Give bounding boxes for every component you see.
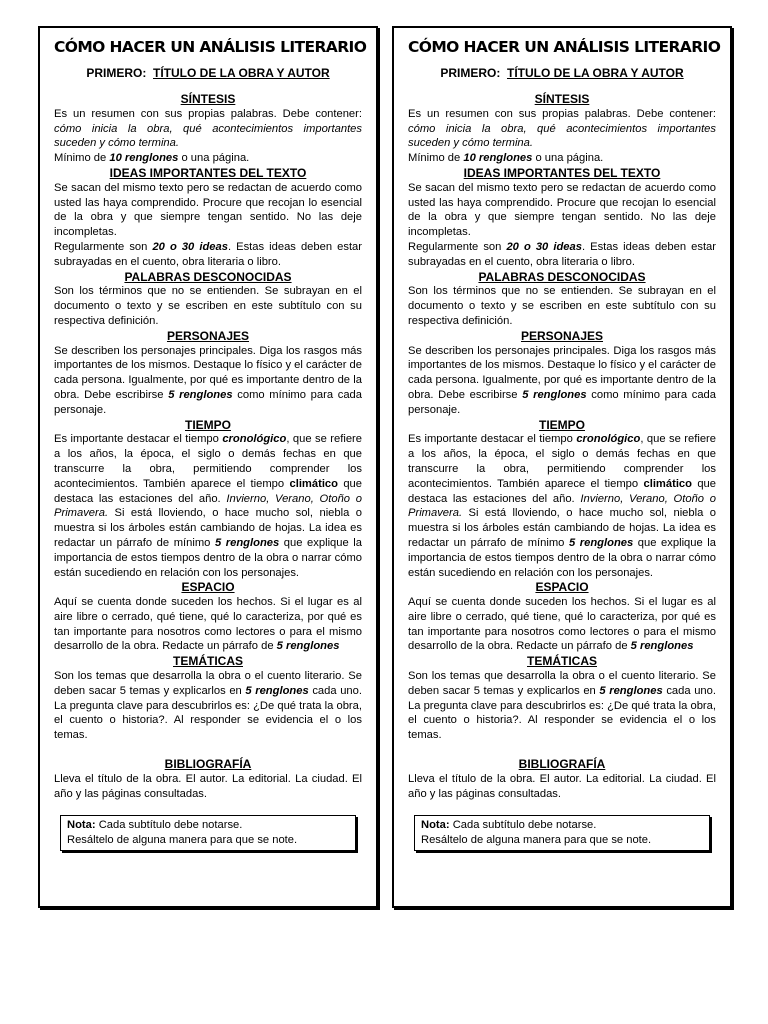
sintesis-text: Es un resumen con sus propias palabras. Debe contener: cómo inicia la obra, qué acontecimientos importantes suceden y cómo termina. [54, 107, 362, 150]
note-line1: Cada subtítulo debe notarse. [95, 819, 243, 832]
ideas-text: Se sacan del mismo texto pero se redactan de acuerdo como usted las haya comprendido. Procure que recojan lo esencial de la obra y que siempre tengan sentido. No las deje incompletas. [408, 181, 716, 239]
guide-card-right [392, 26, 732, 908]
sintesis-heading: SÍNTESIS [534, 92, 590, 106]
ideas-heading: IDEAS IMPORTANTES DEL TEXTO [109, 165, 307, 180]
sintesis-minimum: Mínimo de 10 renglones o una página. [54, 152, 250, 165]
first-value: TÍTULO DE LA OBRA Y AUTOR [153, 66, 330, 80]
personajes-heading: PERSONAJES [520, 328, 604, 343]
note-line2: Resáltelo de alguna manera para que se note. [421, 834, 652, 847]
ideas-heading: IDEAS IMPORTANTES DEL TEXTO [463, 165, 661, 180]
note-box [414, 815, 710, 851]
tematicas-heading: TEMÁTICAS [527, 654, 597, 669]
tiempo-heading: TIEMPO [184, 417, 231, 432]
first-label: PRIMERO: [440, 66, 501, 80]
note-line2: Resáltelo de alguna manera para que se note. [67, 834, 298, 847]
tiempo-text: Es importante destacar el tiempo cronológico, que se refiere a los años, la época, el siglo o demás fechas en que transcurre la obra, permitiendo comprender los acontecimientos. También aparece el tiempo climático que destaca las estaciones del año. Invierno, Verano, Otoño o Primavera. Si está lloviendo, o hace mucho sol, niebla o muestra si los árboles están cambiando de hojas. La idea es redactar un párrafo de mínimo 5 renglones que explique la importancia de estos tiempos dentro de la obra o narrar cómo están sucediendo en relación con los personajes. [54, 433, 363, 579]
note-label: Nota: [67, 819, 96, 832]
bibliografia-heading: BIBLIOGRAFÍA [518, 757, 606, 772]
espacio-text: Aquí se cuenta donde suceden los hechos. Si el lugar es al aire libre o cerrado, qué tiene, qué lo caracteriza, por qué es tan importante para nosotros como lectores o para el mismo desarrollo de la obra. Redacte un párrafo de 5 renglones [408, 596, 716, 653]
espacio-heading: ESPACIO [181, 580, 235, 595]
palabras-text: Son los términos que no se entienden. Se subrayan en el documento o texto y se escriben en este subtítulo con su respectiva definición. [54, 285, 362, 327]
first-label: PRIMERO: [86, 66, 147, 80]
tematicas-heading: TEMÁTICAS [173, 654, 243, 669]
personajes-text: Se describen los personajes principales. Diga los rasgos más importantes de los mismos. Destaque lo físico y el carácter de cada persona. Igualmente, por qué es importante dentro de la obra. Debe escribirse 5 renglones como mínimo para cada personaje. [408, 344, 716, 416]
note-label: Nota: [421, 819, 450, 832]
first-value: TÍTULO DE LA OBRA Y AUTOR [507, 66, 684, 80]
sintesis-heading: SÍNTESIS [180, 92, 236, 106]
personajes-text: Se describen los personajes principales. Diga los rasgos más importantes de los mismos. Destaque lo físico y el carácter de cada persona. Igualmente, por qué es importante dentro de la obra. Debe escribirse 5 renglones como mínimo para cada personaje. [54, 344, 362, 416]
first-line [408, 66, 716, 80]
ideas-count: Regularmente son 20 o 30 ideas. Estas ideas deben estar subrayadas en el cuento, obra literaria o libro. [54, 240, 363, 268]
bibliografia-heading: BIBLIOGRAFÍA [164, 757, 252, 772]
tematicas-text: Son los temas que desarrolla la obra o el cuento literario. Se deben sacar 5 temas y explicarlos en 5 renglones cada uno. La pregunta clave para descubrirlos es: ¿De qué trata la obra, el cuento o historia?. Al responder se evidencia el o los temas. [54, 670, 362, 742]
sintesis-text: Es un resumen con sus propias palabras. Debe contener: cómo inicia la obra, qué acontecimientos importantes suceden y cómo termina. [408, 107, 716, 150]
ideas-text: Se sacan del mismo texto pero se redactan de acuerdo como usted las haya comprendido. Procure que recojan lo esencial de la obra y que siempre tengan sentido. No las deje incompletas. [54, 181, 362, 239]
tiempo-text: Es importante destacar el tiempo cronológico, que se refiere a los años, la época, el siglo o demás fechas en que transcurre la obra, permitiendo comprender los acontecimientos. También aparece el tiempo climático que destaca las estaciones del año. Invierno, Verano, Otoño o Primavera. Si está lloviendo, o hace mucho sol, niebla o muestra si los árboles están cambiando de hojas. La idea es redactar un párrafo de mínimo 5 renglones que explique la importancia de estos tiempos dentro de la obra o narrar cómo están sucediendo en relación con los personajes. [408, 433, 717, 579]
bibliografia-text: Lleva el título de la obra. El autor. La editorial. La ciudad. El año y las páginas consultadas. [408, 772, 716, 800]
tematicas-text: Son los temas que desarrolla la obra o el cuento literario. Se deben sacar 5 temas y explicarlos en 5 renglones cada uno. La pregunta clave para descubrirlos es: ¿De qué trata la obra, el cuento o historia?. Al responder se evidencia el o los temas. [408, 670, 716, 742]
note-box [60, 815, 356, 851]
palabras-heading: PALABRAS DESCONOCIDAS [124, 269, 292, 284]
espacio-heading: ESPACIO [535, 580, 589, 595]
note-line1: Cada subtítulo debe notarse. [449, 819, 597, 832]
espacio-text: Aquí se cuenta donde suceden los hechos. Si el lugar es al aire libre o cerrado, qué tiene, qué lo caracteriza, por qué es tan importante para nosotros como lectores o para el mismo desarrollo de la obra. Redacte un párrafo de 5 renglones [54, 596, 362, 653]
sintesis-minimum: Mínimo de 10 renglones o una página. [408, 152, 604, 165]
tiempo-heading: TIEMPO [538, 417, 585, 432]
first-line [54, 66, 362, 80]
guide-card-left [38, 26, 378, 908]
guide-title: CÓMO HACER UN ANÁLISIS LITERARIO [54, 38, 367, 56]
guide-title: CÓMO HACER UN ANÁLISIS LITERARIO [408, 38, 721, 56]
ideas-count: Regularmente son 20 o 30 ideas. Estas ideas deben estar subrayadas en el cuento, obra literaria o libro. [408, 240, 717, 268]
personajes-heading: PERSONAJES [166, 328, 250, 343]
palabras-text: Son los términos que no se entienden. Se subrayan en el documento o texto y se escriben en este subtítulo con su respectiva definición. [408, 285, 716, 327]
bibliografia-text: Lleva el título de la obra. El autor. La editorial. La ciudad. El año y las páginas consultadas. [54, 772, 362, 800]
palabras-heading: PALABRAS DESCONOCIDAS [478, 269, 646, 284]
